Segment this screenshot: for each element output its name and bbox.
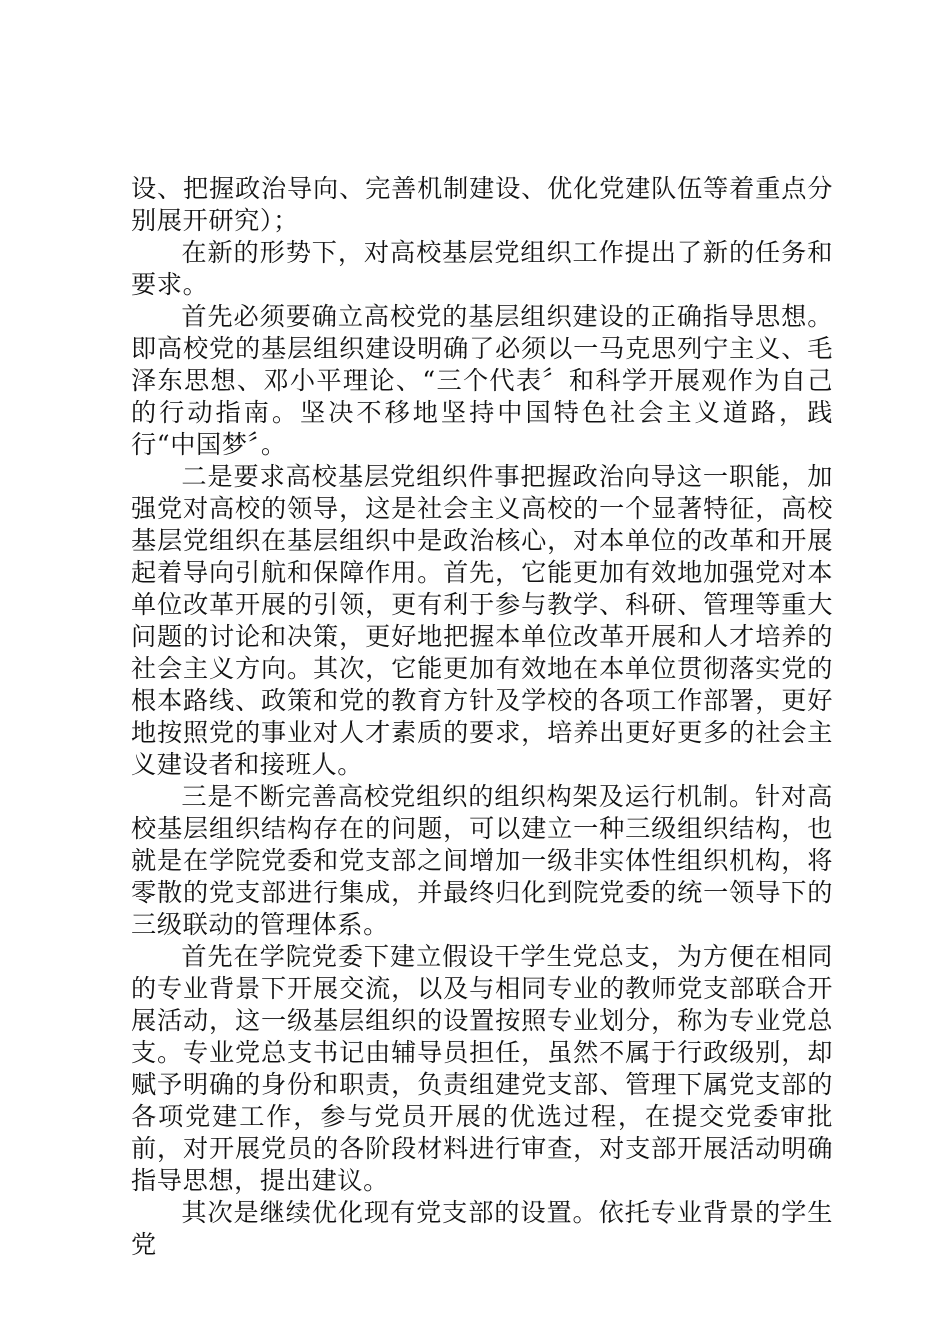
paragraph-new-situation: 在新的形势下，对高校基层党组织工作提出了新的任务和要求。 bbox=[131, 238, 833, 299]
paragraph-branch-optimization: 其次是继续优化现有党支部的设置。依托专业背景的学生党 bbox=[131, 1198, 833, 1259]
paragraph-org-structure: 三是不断完善高校党组织的组织构架及运行机制。针对高校基层组织结构存在的问题，可以建立一种三级组织结构，也就是在学院党委和党支部之间增加一级非实体性组织机构，将零散的党支部进行集成，并最终归化到院党委的统一领导下的三级联动的管理体系。 bbox=[131, 782, 833, 939]
paragraph-continued: 设、把握政治导向、完善机制建设、优化党建队伍等着重点分别展开研究）； bbox=[131, 174, 833, 235]
paragraph-guiding-thought: 首先必须要确立高校党的基层组织建设的正确指导思想。即高校党的基层组织建设明确了必须以一马克思列宁主义、毛泽东思想、邓小平理论、“三个代表〞和科学开展观作为自己的行动指南。坚决不移地坚持中国特色社会主义道路，践行“中国梦〞。 bbox=[131, 302, 833, 459]
body-text bbox=[131, 173, 833, 1261]
paragraph-political-direction: 二是要求高校基层党组织件事把握政治向导这一职能，加强党对高校的领导，这是社会主义高校的一个显著特征，高校基层党组织在基层组织中是政治核心，对本单位的改革和开展起着导向引航和保障作用。首先，它能更加有效地加强党对本单位改革开展的引领，更有利于参与教学、科研、管理等重大问题的讨论和决策，更好地把握本单位改革开展和人才培养的社会主义方向。其次，它能更加有效地在本单位贯彻落实党的根本路线、政策和党的教育方针及学校的各项工作部署，更好地按照党的事业对人才素质的要求，培养出更好更多的社会主义建设者和接班人。 bbox=[131, 462, 833, 779]
paragraph-general-branch: 首先在学院党委下建立假设干学生党总支，为方便在相同的专业背景下开展交流，以及与相同专业的教师党支部联合开展活动，这一级基层组织的设置按照专业划分，称为专业党总支。专业党总支书记由辅导员担任，虽然不属于行政级别，却赋予明确的身份和职责，负责组建党支部、管理下属党支部的各项党建工作，参与党员开展的优选过程，在提交党委审批前，对开展党员的各阶段材料进行审查，对支部开展活动明确指导思想，提出建议。 bbox=[131, 942, 833, 1195]
